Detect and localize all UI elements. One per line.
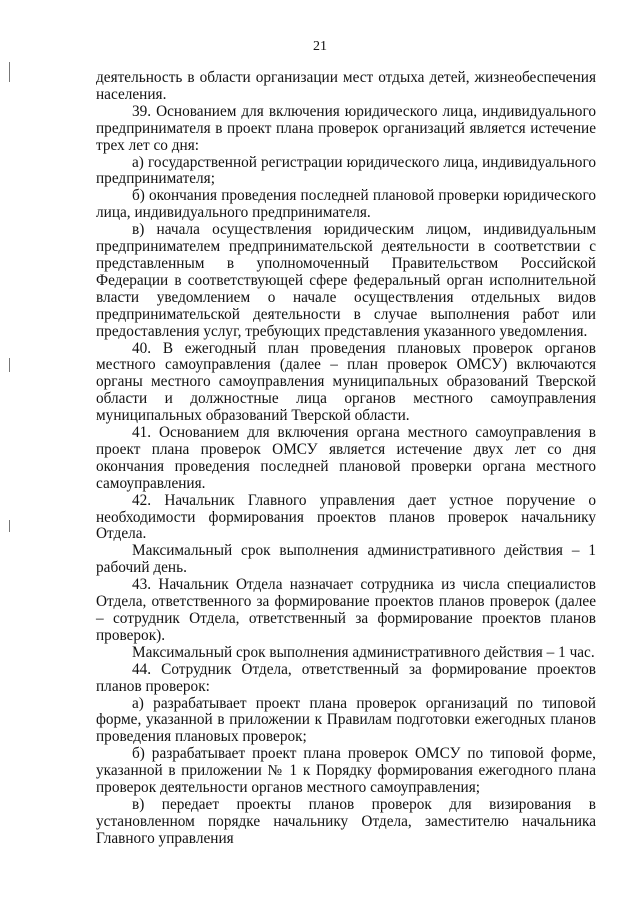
list-item: б) разрабатывает проект плана проверок ОМСУ по типовой форме, указанной в приложении № 1 к Порядку формирования ежегодного плана проверок деятельности органов местного самоуправления; [96,745,596,797]
paragraph: 41. Основанием для включения органа местного самоуправления в проект плана проверок ОМСУ является истечение двух лет со дня окончания проведения последней плановой проверки органа местного самоуправления. [96,424,596,492]
list-item: а) разрабатывает проект плана проверок организаций по типовой форме, указанной в приложении к Правилам подготовки ежегодных планов проведения плановых проверок; [96,694,596,746]
document-body [96,70,596,848]
list-item: в) передает проекты планов проверок для визирования в установленном порядке начальнику Отдела, заместителю начальника Главного управления [96,795,596,847]
list-item: а) государственной регистрации юридического лица, индивидуального предпринимателя; [96,153,596,188]
paragraph: 39. Основанием для включения юридического лица, индивидуального предпринимателя в проект плана проверок организаций является истечение трех лет со дня: [96,102,596,154]
paragraph: 43. Начальник Отдела назначает сотрудника из числа специалистов Отдела, ответственного за формирование проектов планов проверок (далее – сотрудник Отдела, ответственный за формирование проектов планов проверок). [96,576,596,644]
paragraph: 42. Начальник Главного управления дает устное поручение о необходимости формирования проектов планов проверок начальнику Отдела. [96,491,596,543]
scan-edge-mark [9,62,10,82]
list-item: в) начала осуществления юридическим лицом, индивидуальным предпринимателем предпринимательской деятельности в соответствии с представленным в уполномоченный Правительством Российской Федерации в соответствующей сфере федеральный орган исполнительной власти уведомлением о начале осуществления отдельных видов предпринимательской деятельности в случае выполнения работ или предоставления услуг, требующих представления указанного уведомления. [96,221,596,340]
paragraph: деятельность в области организации мест отдыха детей, жизнеобеспечения населения. [96,69,596,103]
scan-edge-mark [9,358,10,372]
paragraph: 40. В ежегодный план проведения плановых проверок органов местного самоуправления (далее – план проверок ОМСУ) включаются органы местного самоуправления муниципальных образований Тверской области и должностные лица органов местного самоуправления муниципальных образований Тверской области. [96,339,596,425]
list-item: б) окончания проведения последней плановой проверки юридического лица, индивидуального предпринимателя. [96,187,596,222]
paragraph: Максимальный срок выполнения административного действия – 1 рабочий день. [96,542,596,577]
page-number: 21 [313,39,327,54]
paragraph: Максимальный срок выполнения административного действия – 1 час. [132,643,595,661]
scan-edge-mark [9,520,10,532]
paragraph: 44. Сотрудник Отдела, ответственный за формирование проектов планов проверок: [96,660,596,695]
